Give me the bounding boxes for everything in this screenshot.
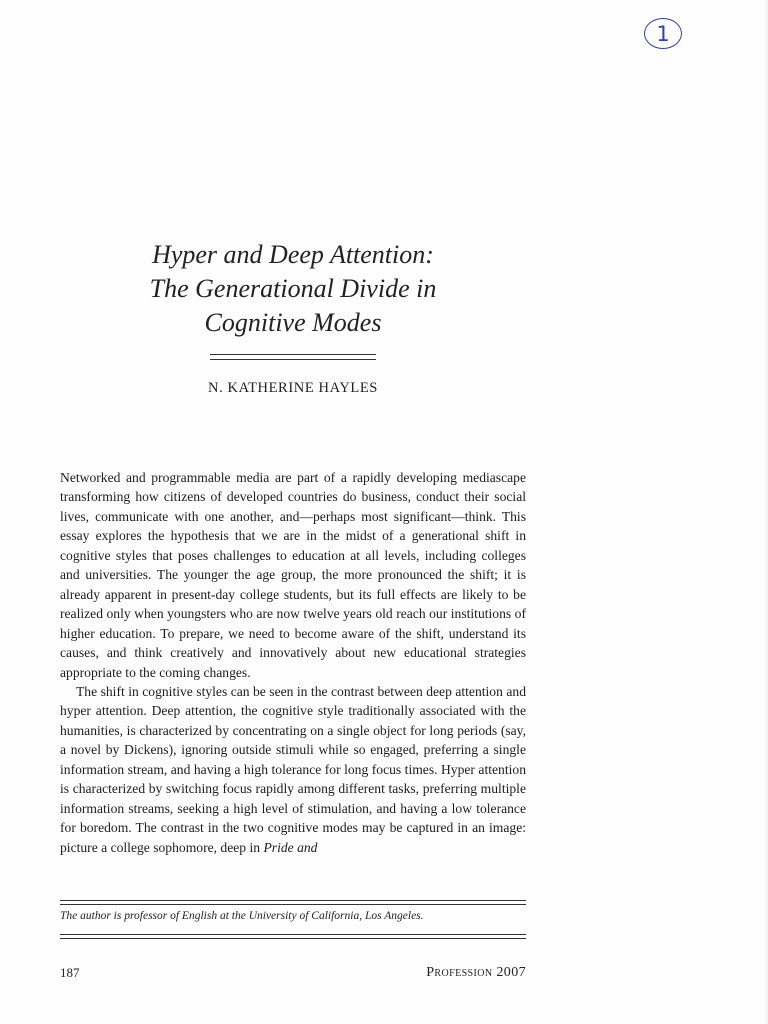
footnote-rule-top xyxy=(60,900,526,905)
page-number: 187 xyxy=(60,965,80,980)
body-paragraph-1: Networked and programmable media are part of a rapidly developing mediascape transforming how citizens of developed countries do business, conduct their social lives, communicate with one another, and—perhaps most significant—think. This essay explores the hypothesis that we are in the midst of a generational shift in cognitive styles that poses challenges to education at all levels, including colleges and universities. The younger the age group, the more pronounced the shift; it is already apparent in present-day college students, but its full effects are likely to be realized only when youngsters who are now twelve years old reach our institutions of higher education. To prepare, we need to become aware of the shift, understand its causes, and think creatively and innovatively about new educational strategies appropriate to the coming changes. xyxy=(60,470,526,680)
running-footer-journal: Profession 2007 xyxy=(426,965,526,980)
body-paragraph-2 xyxy=(60,682,526,857)
article-title xyxy=(60,238,526,340)
author-footnote: The author is professor of English at the University of California, Los Angeles. xyxy=(60,910,424,922)
body-paragraph-2-text: The shift in cognitive styles can be seen in the contrast between deep attention and hyper attention. Deep attention, the cognitive style traditionally associated with the humanities, is characterized by concentrating on a single object for long periods (say, a novel by Dickens), ignoring outside stimuli while so engaged, preferring a single information stream, and having a high tolerance for long focus times. Hyper attention is characterized by switching focus rapidly among different tasks, preferring multiple information streams, seeking a high level of stimulation, and having a low tolerance for boredom. The contrast in the two cognitive modes may be captured in an image: picture a college sophomore, deep in xyxy=(60,683,526,855)
book-title-italic: Pride and xyxy=(263,839,318,855)
author-name: N. KATHERINE HAYLES xyxy=(208,380,378,396)
page-edge-shadow xyxy=(762,0,768,1024)
article-body xyxy=(60,468,526,857)
title-line-1: Hyper and Deep Attention: xyxy=(152,240,434,269)
footnote-rule-bottom xyxy=(60,934,526,939)
handwritten-page-number: 1 xyxy=(644,18,682,49)
title-line-3: Cognitive Modes xyxy=(204,308,382,337)
title-line-2: The Generational Divide in xyxy=(149,274,437,303)
title-rule-divider xyxy=(210,354,376,360)
